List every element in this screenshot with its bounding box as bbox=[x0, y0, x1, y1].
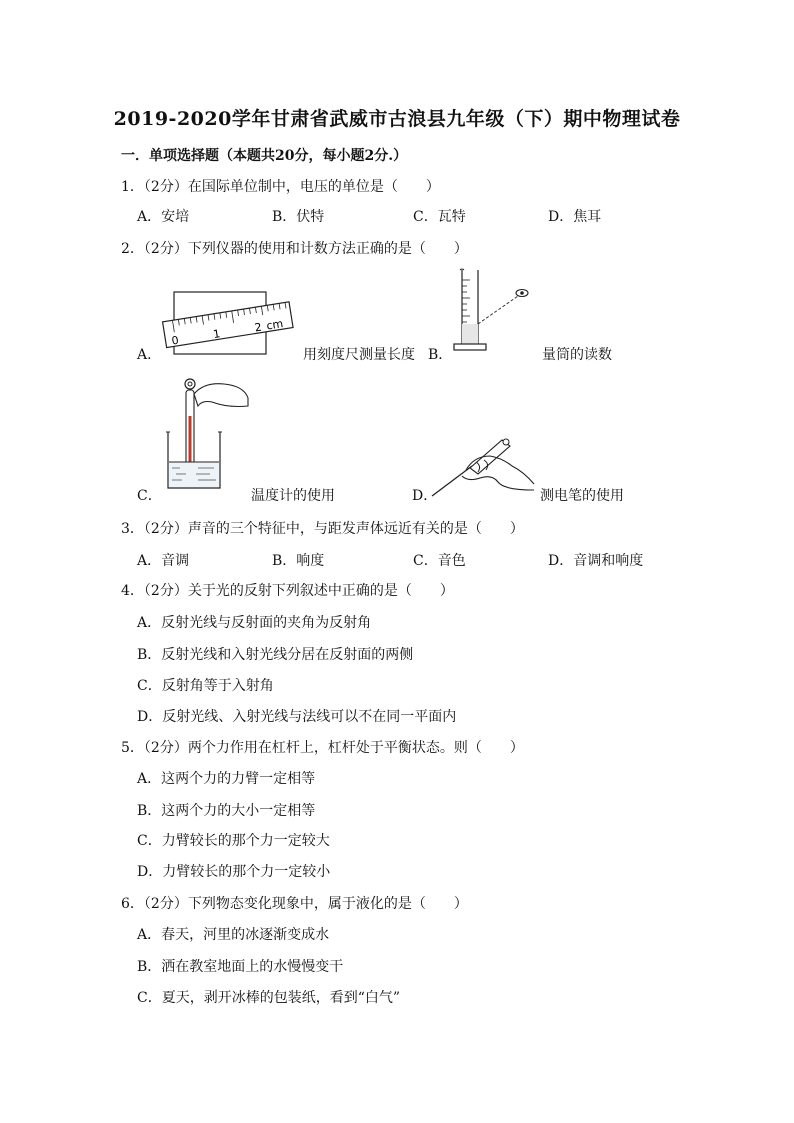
ruler-label-0: 0 bbox=[170, 333, 180, 348]
question-6-option-b: B．洒在教室地面上的水慢慢变干 bbox=[137, 959, 344, 975]
question-2-option-d-caption: 测电笔的使用 bbox=[540, 488, 624, 504]
question-5-option-d: D．力臂较长的那个力一定较小 bbox=[137, 864, 331, 880]
question-1-stem: 1．（2分）在国际单位制中，电压的单位是（ ） bbox=[121, 179, 440, 195]
ruler-figure bbox=[160, 286, 294, 358]
question-1-option-c: C．瓦特 bbox=[413, 209, 466, 225]
question-2-stem: 2．（2分）下列仪器的使用和计数方法正确的是（ ） bbox=[121, 241, 468, 257]
question-1-option-a: A．安培 bbox=[137, 209, 190, 225]
question-3-stem: 3．（2分）声音的三个特征中，与距发声体远近有关的是（ ） bbox=[121, 521, 524, 537]
question-2-option-b-letter: B． bbox=[428, 347, 453, 363]
question-5-option-a: A．这两个力的力臂一定相等 bbox=[137, 771, 316, 787]
question-3-option-c: C．音色 bbox=[413, 553, 466, 569]
question-4-option-c: C．反射角等于入射角 bbox=[137, 678, 274, 694]
question-5-option-b: B．这两个力的大小一定相等 bbox=[137, 803, 316, 819]
question-1-option-b: B．伏特 bbox=[272, 209, 325, 225]
question-4-option-b: B．反射光线和入射光线分居在反射面的两侧 bbox=[137, 647, 414, 663]
question-2-option-c-letter: C． bbox=[137, 488, 162, 504]
question-3-option-b: B．响度 bbox=[272, 553, 325, 569]
ruler-label-2: 2 bbox=[253, 320, 263, 335]
question-4-option-a: A．反射光线与反射面的夹角为反射角 bbox=[137, 615, 372, 631]
question-2-option-d-letter: D． bbox=[412, 488, 438, 504]
question-6-stem: 6．（2分）下列物态变化现象中，属于液化的是（ ） bbox=[121, 896, 468, 912]
question-2-option-b-caption: 量筒的读数 bbox=[542, 347, 612, 363]
question-1-option-d: D．焦耳 bbox=[548, 209, 602, 225]
ruler-label-unit: cm bbox=[265, 317, 285, 333]
question-4-stem: 4．（2分）关于光的反射下列叙述中正确的是（ ） bbox=[121, 583, 454, 599]
ruler-label-1: 1 bbox=[212, 327, 222, 342]
page-title: 2019-2020学年甘肃省武威市古浪县九年级（下）期中物理试卷 bbox=[113, 108, 681, 130]
question-5-option-c: C．力臂较长的那个力一定较大 bbox=[137, 833, 330, 849]
test-pen-figure bbox=[426, 426, 538, 500]
question-5-stem: 5．（2分）两个力作用在杠杆上，杠杆处于平衡状态。则（ ） bbox=[121, 740, 524, 756]
section-heading: 一．单项选择题（本题共20分，每小题2分.） bbox=[121, 148, 408, 164]
question-3-option-d: D．音调和响度 bbox=[548, 553, 644, 569]
question-3-option-a: A．音调 bbox=[137, 553, 190, 569]
question-2-option-c-caption: 温度计的使用 bbox=[251, 488, 335, 504]
question-6-option-c: C．夏天，剥开冰棒的包装纸，看到“白气” bbox=[137, 990, 401, 1006]
question-4-option-d: D．反射光线、入射光线与法线可以不在同一平面内 bbox=[137, 709, 457, 725]
question-2-option-a-caption: 用刻度尺测量长度 bbox=[303, 347, 415, 363]
question-2-option-a-letter: A． bbox=[137, 347, 162, 363]
thermometer-beaker-figure bbox=[158, 376, 254, 496]
graduated-cylinder-figure bbox=[450, 266, 534, 356]
question-6-option-a: A．春天，河里的冰逐渐变成水 bbox=[137, 927, 330, 943]
